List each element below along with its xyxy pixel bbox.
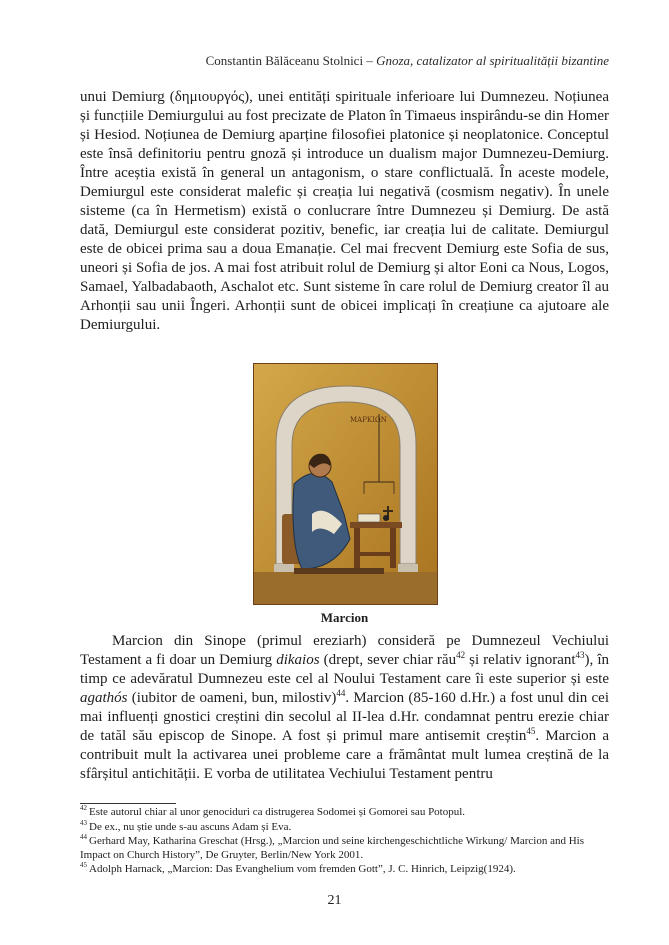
footnote-number: 45 (80, 861, 87, 870)
footnote-44 (80, 835, 609, 862)
footnotes-list (80, 806, 609, 878)
header-book-title: Gnoza, catalizator al spiritualității bizantine (376, 53, 609, 68)
miniature-painting (254, 364, 437, 604)
footnote-text: Adolph Harnack, „Marcion: Das Evanghelium vom fremden Gott”, J. C. Hinrich, Leipzig(1924). (89, 863, 516, 875)
figure-caption: Marcion (320, 610, 369, 625)
header-author: Constantin Bălăceanu Stolnici (205, 53, 364, 68)
footnote-text: Este autorul chiar al unor genociduri ca distrugerea Sodomei și Gomorei sau Potopul. (89, 806, 466, 818)
footnote-number: 43 (80, 818, 87, 827)
footnote-ref-44[interactable]: 44 (336, 688, 346, 698)
paragraph-text: . Marcion (85-160 d.Hr.) a fost unul din cei mai influenți gnostici creștini din secolul al II-lea d.Hr. condamnat pentru erezie chiar de tatăl său episcop de Sinope. A fost și primul mare antisemit creștin (80, 690, 609, 744)
marcion-icon-illustration (253, 363, 438, 605)
page-number: 21 (327, 893, 342, 908)
footnote-42 (80, 806, 609, 820)
paragraph-text: Marcion din Sinope (primul ereziarh) consideră pe Dumnezeul Vechiului Testament a fi doar un Demiurg (80, 633, 609, 668)
footnote-43 (80, 818, 609, 835)
paragraph-text: (drept, sever chiar rău (319, 652, 457, 668)
footnote-number: 44 (80, 833, 87, 842)
term-dikaios: dikaios (276, 652, 320, 668)
paragraph-text: și relativ ignorant (465, 652, 576, 668)
footnote-divider (80, 803, 176, 804)
footnote-ref-43[interactable]: 43 (575, 650, 585, 660)
paragraph-marcion (80, 632, 609, 784)
paragraph-text: unui Demiurg (δημιουργός), unei entități spirituale inferioare lui Dumnezeu. Noțiunea și funcțiile Demiurgului au fost precizate de Platon în Timaeus inspirându-se din Homer și Hesiod. Noțiunea de Demiurg aparține filosofiei platonice și neoplatonice. Conceptul este însă definitoriu pentru gnoză și introduce un dualism major Dumnezeu-Demiurg. Între aceștia există în general un antagonism, o stare conflictuală. În aceste modele, Demiurgul este considerat malefic și creația lui negativă (cosmism negativ). În unele sisteme (ca în Hermetism) există o conlucrare între Dumnezeu și Demiurg. De astă dată, Demiurgul este considerat pozitiv, benefic, iar creația lui de calitate. Demiurgul este de obicei prima sau a doua Emanație. Cel mai frecvent Demiurg este Sofia de sus, uneori și Sofia de jos. A mai fost atribuit rolul de Demiurg și altor Eoni ca Nous, Logos, Samael, Yalbadabaoth, Aschalot etc. Sunt sisteme în care rolul de Demiurg creator îl au Arhonții sau unii Îngeri. Arhonții sunt de obicei implicați în creațiune ca ajutoare ale Demiurgului. (80, 89, 609, 333)
footnote-45 (80, 863, 609, 877)
footnote-text: Gerhard May, Katharina Greschat (Hrsg.), „Marcion und seine kirchengeschichtliche Wirkung/ Marcion and His Impact on Church History”, De Gruyter, Berlin/New York 2001. (80, 835, 584, 861)
inscription-text: ΜΑΡΚΙΩΝ (350, 416, 387, 424)
paragraph-text: ), în timp ce adevăratul Dumnezeu este cel al Noului Testament care îi este superior și este (80, 652, 609, 687)
footnote-number: 42 (80, 804, 87, 813)
term-agathos: agathós (80, 690, 128, 706)
footnote-ref-42[interactable]: 42 (456, 650, 466, 660)
paragraph-text: (iubitor de oameni, bun, milostiv) (127, 690, 337, 706)
footnote-text: De ex., nu știe unde s-au ascuns Adam și Eva. (89, 820, 292, 833)
paragraph-demiurg (80, 88, 609, 335)
paragraph-text: . Marcion a contribuit mult la activarea unei probleme care a frământat mult lumea creștină de la sfârșitul antichității. E vorba de utilitatea Vechiului Testament pentru (80, 728, 609, 782)
running-header (80, 53, 609, 69)
footnote-ref-45[interactable]: 45 (526, 726, 536, 736)
header-separator: – (363, 53, 377, 68)
